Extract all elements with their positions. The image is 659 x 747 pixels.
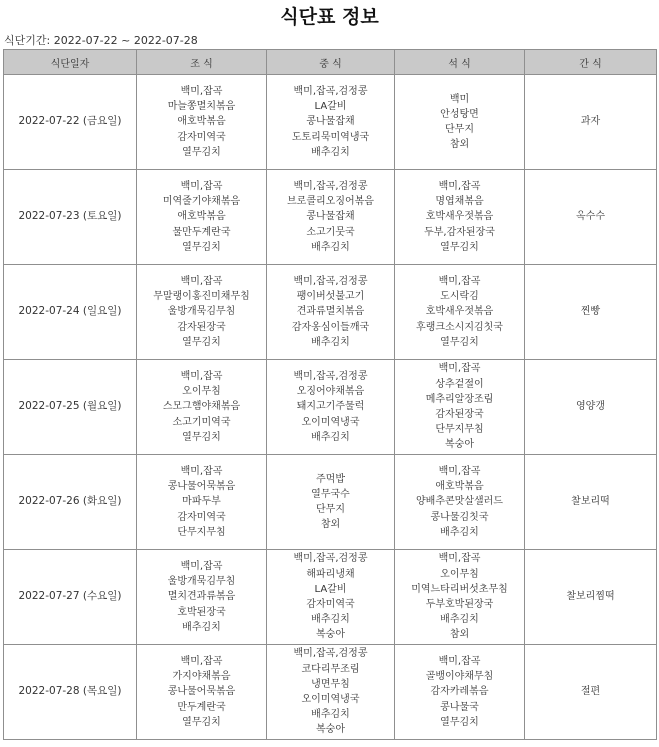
lunch-dish: 배추김치 xyxy=(311,614,350,626)
breakfast-dish: 감자된장국 xyxy=(177,321,226,333)
lunch-dish: 백미,잡곡,검정콩 xyxy=(293,553,368,565)
lunch-dish: 오이미역냉국 xyxy=(301,694,360,705)
breakfast-dish: 오이무침 xyxy=(182,386,221,398)
dinner-dish: 애호박볶음 xyxy=(435,481,484,493)
dinner-dish: 백미,잡곡 xyxy=(438,655,481,667)
breakfast-dish: 콩나물어묵볶음 xyxy=(167,686,236,698)
lunch-dish: 도토리묵미역냉국 xyxy=(291,131,370,143)
dinner-dish: 열무김치 xyxy=(440,241,479,253)
breakfast-dish: 애호박볶음 xyxy=(177,116,226,128)
lunch-dish: 오이미역냉국 xyxy=(301,416,360,428)
lunch-dish: 참외 xyxy=(320,519,341,531)
lunch-dish: 배추김치 xyxy=(311,146,350,158)
lunch-cell xyxy=(267,455,395,550)
breakfast-dish: 백미,잡곡 xyxy=(180,370,223,382)
meal-period-label: 식단기간: 2022-07-22 ~ 2022-07-28 xyxy=(4,34,198,47)
snack-cell: 찰보리찜떡 xyxy=(525,550,657,645)
meal-date-cell: 2022-07-26 (화요일) xyxy=(4,455,137,550)
dinner-dish: 콩나물국 xyxy=(440,701,479,713)
breakfast-dish: 콩나물어묵볶음 xyxy=(167,481,236,493)
dinner-dish: 도시락김 xyxy=(440,291,479,303)
dinner-dish: 오이무침 xyxy=(440,568,479,580)
lunch-dish: 복숭아 xyxy=(316,629,345,641)
snack-cell: 절편 xyxy=(525,645,657,740)
dinner-dish: 두부,감자된장국 xyxy=(424,226,495,238)
dinner-dish: 미역느타리버섯초무침 xyxy=(411,583,508,595)
dinner-dish: 골뱅이야채무침 xyxy=(425,671,494,683)
column-header-dinner: 석 식 xyxy=(395,50,525,75)
dinner-dish: 백미,잡곡 xyxy=(438,553,481,565)
breakfast-dish: 백미,잡곡 xyxy=(180,180,223,192)
meal-date-cell: 2022-07-23 (토요일) xyxy=(4,170,137,265)
lunch-dish: 복숭아 xyxy=(316,724,345,736)
dinner-dish: 감자된장국 xyxy=(435,409,484,420)
breakfast-dish: 백미,잡곡 xyxy=(180,85,223,97)
lunch-cell xyxy=(267,170,395,265)
dinner-dish: 콩나물김칫국 xyxy=(430,511,489,523)
lunch-dish: 열무국수 xyxy=(311,488,350,500)
breakfast-cell xyxy=(137,170,267,265)
lunch-dish: 견과류멸치볶음 xyxy=(296,306,365,318)
lunch-dish: 배추김치 xyxy=(311,336,350,348)
dinner-cell xyxy=(395,360,525,455)
lunch-dish: 해파리냉채 xyxy=(306,568,355,580)
breakfast-dish: 열무김치 xyxy=(182,716,221,728)
column-header-date: 식단일자 xyxy=(4,50,137,75)
column-header-lunch: 중 식 xyxy=(267,50,395,75)
lunch-dish: 백미,잡곡,검정콩 xyxy=(293,648,368,660)
snack-cell: 옥수수 xyxy=(525,170,657,265)
breakfast-dish: 배추김치 xyxy=(182,621,221,633)
dinner-cell xyxy=(395,455,525,550)
dinner-cell xyxy=(395,550,525,645)
page-title: 식단표 정보 xyxy=(280,6,379,28)
breakfast-dish: 애호박볶음 xyxy=(177,211,226,223)
snack-cell: 과자 xyxy=(525,75,657,170)
breakfast-cell xyxy=(137,360,267,455)
lunch-cell xyxy=(267,550,395,645)
lunch-cell xyxy=(267,645,395,740)
lunch-dish: 백미,잡곡,검정콩 xyxy=(293,180,368,192)
dinner-dish: 배추김치 xyxy=(440,614,479,626)
dinner-dish: 단무지무침 xyxy=(435,424,484,436)
dinner-dish: 백미,잡곡 xyxy=(438,363,481,375)
lunch-dish: LA갈비 xyxy=(314,101,347,113)
lunch-dish: 감자미역국 xyxy=(306,599,355,610)
breakfast-dish: 백미,잡곡 xyxy=(180,465,223,477)
breakfast-cell xyxy=(137,455,267,550)
dinner-dish: 양배추콘맛살샐러드 xyxy=(416,496,503,508)
snack-cell: 찐빵 xyxy=(525,265,657,360)
dinner-cell xyxy=(395,170,525,265)
dinner-dish: 명엽채볶음 xyxy=(435,196,484,208)
breakfast-dish: 백미,잡곡 xyxy=(180,655,223,667)
column-header-snack: 간 식 xyxy=(525,50,657,75)
breakfast-dish: 마파두부 xyxy=(182,496,221,508)
breakfast-dish: 물만두계란국 xyxy=(172,226,231,238)
meal-date-cell: 2022-07-28 (목요일) xyxy=(4,645,137,740)
breakfast-dish: 소고기미역국 xyxy=(172,416,231,428)
dinner-dish: 참외 xyxy=(449,139,470,151)
breakfast-dish: 열무김치 xyxy=(182,146,221,158)
dinner-dish: 상추겉절이 xyxy=(435,378,484,390)
breakfast-dish: 단무지무침 xyxy=(177,526,226,538)
lunch-dish: 백미,잡곡,검정콩 xyxy=(293,275,368,287)
breakfast-cell xyxy=(137,645,267,740)
dinner-dish: 후랭크소시지김칫국 xyxy=(416,321,503,333)
meal-date-cell: 2022-07-27 (수요일) xyxy=(4,550,137,645)
table-row xyxy=(4,75,657,170)
lunch-dish: 백미,잡곡,검정콩 xyxy=(293,85,368,97)
dinner-cell xyxy=(395,265,525,360)
lunch-dish: 브로콜리오징어볶음 xyxy=(287,196,374,208)
lunch-cell xyxy=(267,265,395,360)
dinner-dish: 백미 xyxy=(449,93,470,105)
breakfast-cell xyxy=(137,265,267,360)
breakfast-dish: 열무김치 xyxy=(182,431,221,443)
dinner-dish: 메추리알장조림 xyxy=(425,393,494,405)
breakfast-dish: 무말랭이홍진미채무침 xyxy=(153,291,250,303)
table-row xyxy=(4,265,657,360)
lunch-dish: 콩나물잡채 xyxy=(306,116,355,128)
table-row xyxy=(4,170,657,265)
breakfast-dish: 멸치견과류볶음 xyxy=(167,591,236,603)
dinner-cell xyxy=(395,75,525,170)
meal-date-cell: 2022-07-25 (월요일) xyxy=(4,360,137,455)
lunch-dish: LA갈비 xyxy=(314,583,347,595)
dinner-dish: 열무김치 xyxy=(440,716,479,728)
meal-plan-table-body xyxy=(4,75,657,740)
dinner-dish: 참외 xyxy=(449,629,470,641)
breakfast-dish: 감자미역국 xyxy=(177,131,226,143)
table-row xyxy=(4,550,657,645)
snack-cell: 찰보리떡 xyxy=(525,455,657,550)
lunch-dish: 배추김치 xyxy=(311,241,350,253)
dinner-dish: 백미,잡곡 xyxy=(438,180,481,192)
meal-date-cell: 2022-07-22 (금요일) xyxy=(4,75,137,170)
dinner-dish: 단무지 xyxy=(445,124,474,135)
dinner-dish: 두부호박된장국 xyxy=(425,599,494,610)
lunch-dish: 돼지고기주물럭 xyxy=(296,401,365,413)
dinner-cell xyxy=(395,645,525,740)
breakfast-dish: 열무김치 xyxy=(182,336,221,348)
lunch-dish: 배추김치 xyxy=(311,709,350,721)
dinner-dish: 감자카레볶음 xyxy=(430,686,489,698)
lunch-cell xyxy=(267,75,395,170)
breakfast-dish: 백미,잡곡 xyxy=(180,560,223,572)
table-row xyxy=(4,645,657,740)
breakfast-dish: 열무김치 xyxy=(182,241,221,253)
dinner-dish: 열무김치 xyxy=(440,336,479,348)
breakfast-dish: 울방개묵김무침 xyxy=(167,306,236,318)
lunch-dish: 냉면무침 xyxy=(311,678,350,690)
lunch-dish: 콩나물잡채 xyxy=(306,211,355,223)
breakfast-dish: 호박된장국 xyxy=(177,606,226,618)
breakfast-dish: 감자미역국 xyxy=(177,511,226,523)
dinner-dish: 호박새우젓볶음 xyxy=(425,306,494,318)
table-header-row xyxy=(4,50,657,75)
lunch-dish: 오징어야채볶음 xyxy=(296,386,365,398)
breakfast-dish: 미역줄기야채볶음 xyxy=(162,196,241,208)
lunch-dish: 단무지 xyxy=(316,504,345,515)
lunch-dish: 팽이버섯불고기 xyxy=(296,291,365,303)
meal-date-cell: 2022-07-24 (일요일) xyxy=(4,265,137,360)
dinner-dish: 안성탕면 xyxy=(440,108,479,120)
dinner-dish: 호박새우젓볶음 xyxy=(425,211,494,223)
lunch-dish: 소고기뭇국 xyxy=(306,226,355,238)
lunch-dish: 코다리무조림 xyxy=(301,663,360,675)
lunch-dish: 주먹밥 xyxy=(316,473,345,485)
table-row xyxy=(4,360,657,455)
lunch-dish: 백미,잡곡,검정콩 xyxy=(293,370,368,382)
breakfast-dish: 울방개묵김무침 xyxy=(167,576,236,588)
breakfast-dish: 가지야채볶음 xyxy=(172,671,231,683)
breakfast-dish: 만두계란국 xyxy=(177,701,226,713)
table-row xyxy=(4,455,657,550)
lunch-cell xyxy=(267,360,395,455)
breakfast-cell xyxy=(137,75,267,170)
meal-plan-table xyxy=(3,49,657,740)
snack-cell: 영양갱 xyxy=(525,360,657,455)
lunch-dish: 배추김치 xyxy=(311,431,350,443)
dinner-dish: 배추김치 xyxy=(440,526,479,538)
breakfast-dish: 스모그햄야채볶음 xyxy=(162,401,241,413)
breakfast-dish: 백미,잡곡 xyxy=(180,275,223,287)
breakfast-cell xyxy=(137,550,267,645)
dinner-dish: 백미,잡곡 xyxy=(438,465,481,477)
dinner-dish: 백미,잡곡 xyxy=(438,275,481,287)
dinner-dish: 복숭아 xyxy=(445,439,474,451)
breakfast-dish: 마늘쫑멸치볶음 xyxy=(167,101,236,113)
lunch-dish: 감자옹심이들깨국 xyxy=(291,321,370,333)
column-header-breakfast: 조 식 xyxy=(137,50,267,75)
